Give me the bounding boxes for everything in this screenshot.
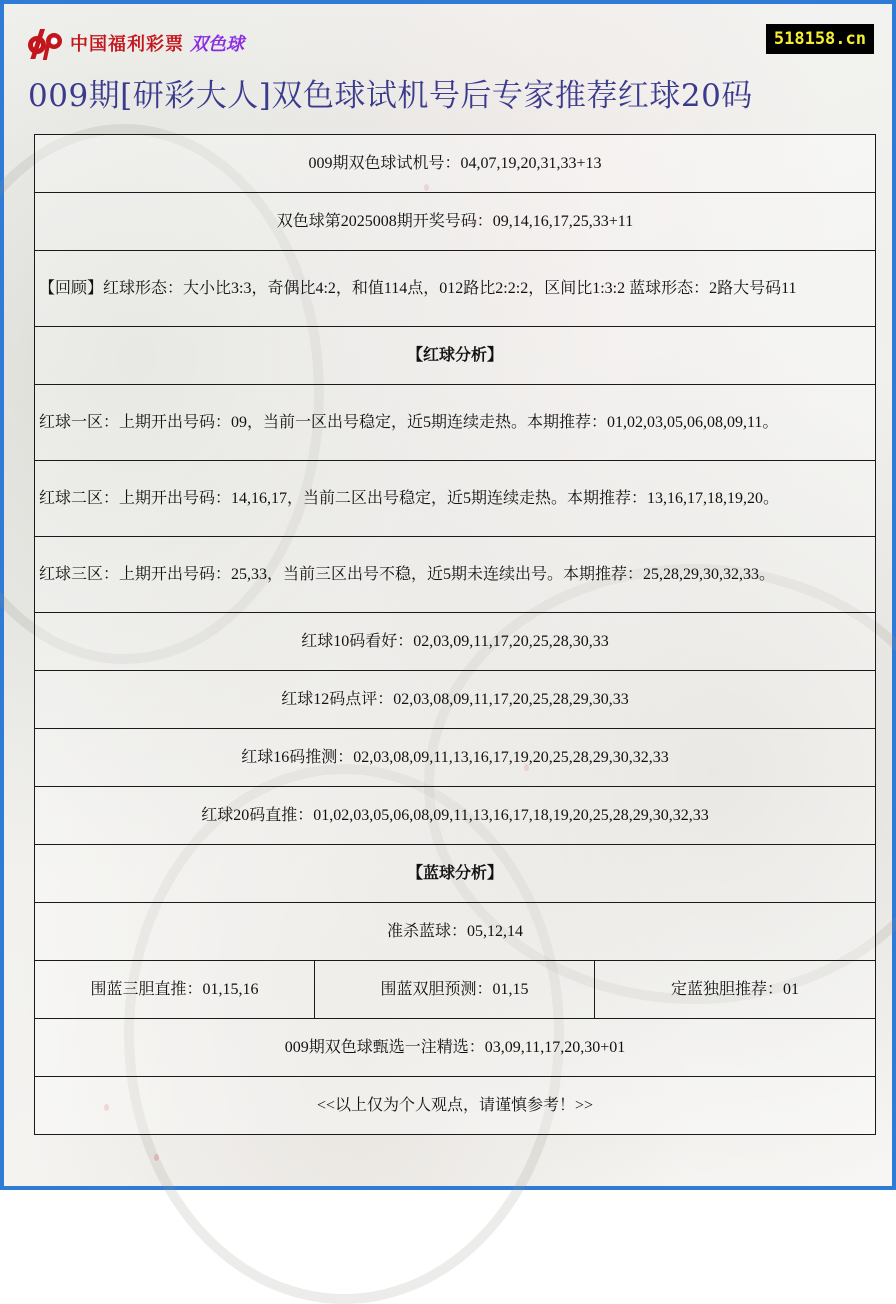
- table-row: [35, 385, 876, 461]
- cwl-logo-icon: [24, 26, 64, 60]
- table-row: [35, 461, 876, 537]
- red-12-picks: 红球12码点评：02,03,08,09,11,17,20,25,28,29,30,33: [35, 671, 876, 729]
- red-20-picks: 红球20码直推：01,02,03,05,06,08,09,11,13,16,17,18,19,20,25,28,29,30,32,33: [35, 787, 876, 845]
- lottery-logo: [24, 26, 244, 60]
- table-row: [35, 787, 876, 845]
- red-10-picks: 红球10码看好：02,03,09,11,17,20,25,28,30,33: [35, 613, 876, 671]
- site-badge: 518158.cn: [766, 24, 874, 54]
- table-row: [35, 845, 876, 903]
- table-row: [35, 1019, 876, 1077]
- table-row: [35, 903, 876, 961]
- blue-two-picks: 围蓝双胆预测：01,15: [315, 961, 595, 1019]
- blue-kill: 准杀蓝球：05,12,14: [35, 903, 876, 961]
- table-row: [35, 1077, 876, 1135]
- table-row: [35, 135, 876, 193]
- background-blossom: [154, 1154, 159, 1161]
- table-row: [35, 193, 876, 251]
- disclaimer: <<以上仅为个人观点，请谨慎参考！>>: [35, 1077, 876, 1135]
- blue-three-picks: 围蓝三胆直推：01,15,16: [35, 961, 315, 1019]
- page-title: 009期[研彩大人]双色球试机号后专家推荐红球20码: [28, 78, 753, 114]
- draw-result: 双色球第2025008期开奖号码：09,14,16,17,25,33+11: [35, 193, 876, 251]
- blue-analysis-header: 【蓝球分析】: [35, 845, 876, 903]
- table-row: [35, 251, 876, 327]
- table-row: [35, 537, 876, 613]
- table-row: [35, 671, 876, 729]
- single-pick: 009期双色球甄选一注精选：03,09,11,17,20,30+01: [35, 1019, 876, 1077]
- logo-text: 中国福利彩票: [70, 34, 184, 55]
- red-16-picks: 红球16码推测：02,03,08,09,11,13,16,17,19,20,25,28,29,30,32,33: [35, 729, 876, 787]
- prediction-table: [34, 134, 876, 1135]
- logo-subtext: 双色球: [190, 34, 244, 55]
- red-zone-3: 红球三区：上期开出号码：25,33，当前三区出号不稳，近5期未连续出号。本期推荐：25,28,29,30,32,33。: [35, 537, 876, 613]
- red-zone-1: 红球一区：上期开出号码：09，当前一区出号稳定，近5期连续走热。本期推荐：01,02,03,05,06,08,09,11。: [35, 385, 876, 461]
- table-row: [35, 613, 876, 671]
- red-zone-2: 红球二区：上期开出号码：14,16,17，当前二区出号稳定，近5期连续走热。本期推荐：13,16,17,18,19,20。: [35, 461, 876, 537]
- red-analysis-header: 【红球分析】: [35, 327, 876, 385]
- table-row: [35, 961, 876, 1019]
- blue-one-pick: 定蓝独胆推荐：01: [595, 961, 876, 1019]
- table-row: [35, 729, 876, 787]
- review-text: 【回顾】红球形态：大小比3:3，奇偶比4:2，和值114点，012路比2:2:2，区间比1:3:2 蓝球形态：2路大号码11: [35, 251, 876, 327]
- table-row: [35, 327, 876, 385]
- trial-numbers: 009期双色球试机号：04,07,19,20,31,33+13: [35, 135, 876, 193]
